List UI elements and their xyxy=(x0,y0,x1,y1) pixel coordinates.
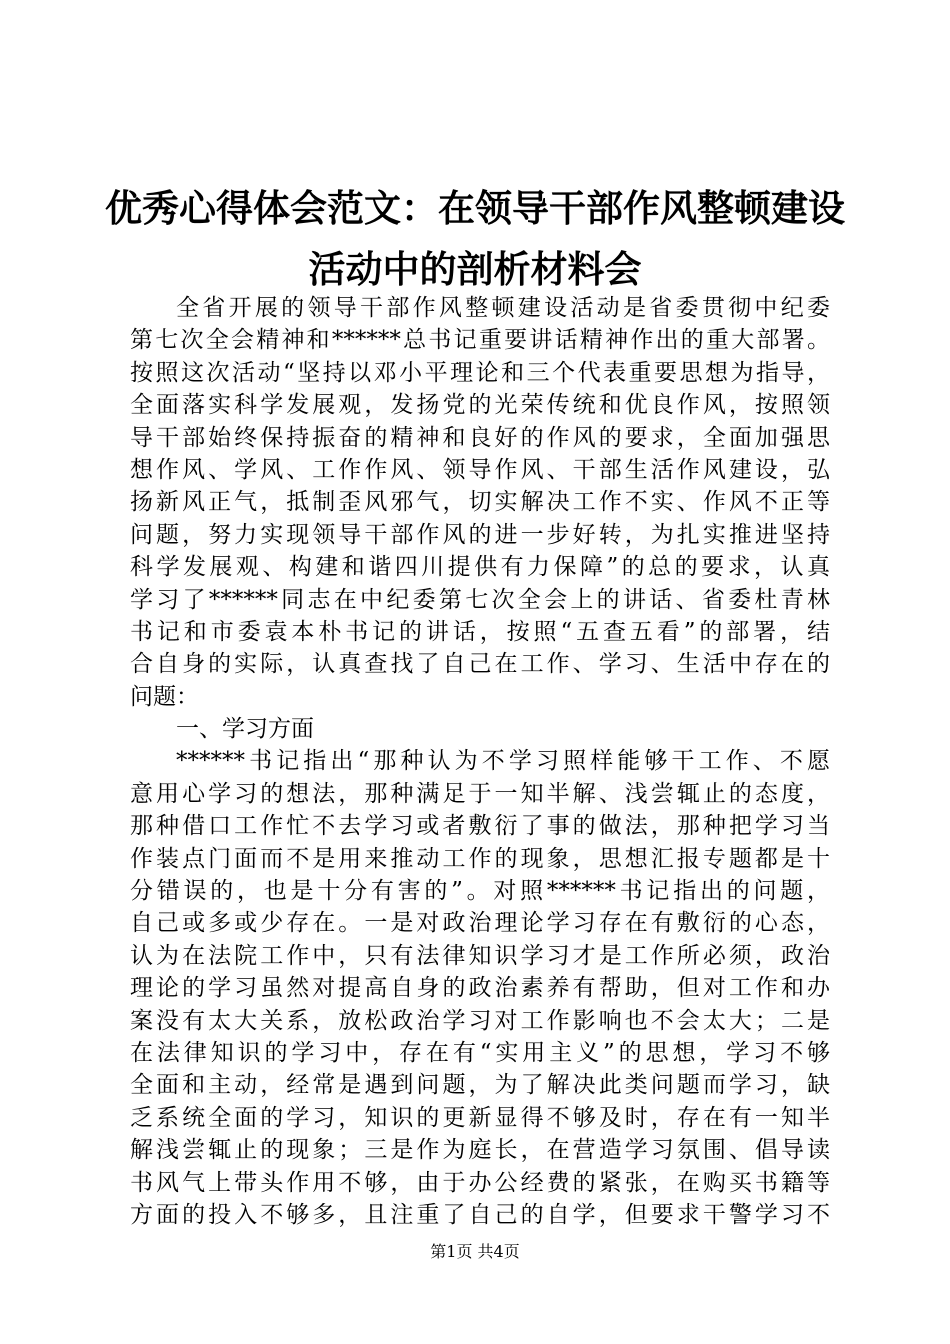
document-title-line-1: 优秀心得体会范文：在领导干部作风整顿建设 xyxy=(105,187,845,230)
document-title-line-2: 活动中的剖析材料会 xyxy=(308,248,642,291)
body-line: 案没有太大关系，放松政治学习对工作影响也不会太大；二是 xyxy=(130,1007,830,1034)
body-line: 解浅尝辄止的现象；三是作为庭长，在营造学习氛围、倡导读 xyxy=(130,1137,830,1164)
body-line: 作装点门面而不是用来推动工作的现象，思想汇报专题都是十 xyxy=(130,845,830,872)
body-line: 学习了******同志在中纪委第七次全会上的讲话、省委杜青林 xyxy=(130,586,830,613)
section-heading: 一、学习方面 xyxy=(176,716,314,743)
body-line: ******书记指出“那种认为不学习照样能够干工作、不愿 xyxy=(176,748,830,775)
body-line: 意用心学习的想法，那种满足于一知半解、浅尝辄止的态度， xyxy=(130,780,830,807)
body-line: 在法律知识的学习中，存在有“实用主义”的思想，学习不够 xyxy=(130,1039,830,1066)
body-line: 自己或多或少存在。一是对政治理论学习存在有敷衍的心态， xyxy=(130,910,830,937)
body-line: 全面落实科学发展观，发扬党的光荣传统和优良作风，按照领 xyxy=(130,392,830,419)
body-line: 合自身的实际，认真查找了自己在工作、学习、生活中存在的 xyxy=(130,651,830,678)
body-line: 那种借口工作忙不去学习或者敷衍了事的做法，那种把学习当 xyxy=(130,813,830,840)
body-line: 问题： xyxy=(130,683,199,710)
body-line: 问题，努力实现领导干部作风的进一步好转，为扎实推进坚持 xyxy=(130,521,830,548)
body-line: 导干部始终保持振奋的精神和良好的作风的要求，全面加强思 xyxy=(130,424,830,451)
body-line: 按照这次活动“坚持以邓小平理论和三个代表重要思想为指导， xyxy=(130,359,830,386)
body-line: 理论的学习虽然对提高自身的政治素养有帮助，但对工作和办 xyxy=(130,975,830,1002)
body-line: 书记和市委袁本朴书记的讲话，按照“五查五看”的部署，结 xyxy=(130,618,830,645)
body-line: 分错误的，也是十分有害的”。对照******书记指出的问题， xyxy=(130,878,830,905)
body-line: 扬新风正气，抵制歪风邪气，切实解决工作不实、作风不正等 xyxy=(130,489,830,516)
body-line: 全面和主动，经常是遇到问题，为了解决此类问题而学习，缺 xyxy=(130,1072,830,1099)
body-line: 乏系统全面的学习，知识的更新显得不够及时，存在有一知半 xyxy=(130,1104,830,1131)
document-body xyxy=(130,292,830,1231)
body-line: 第七次全会精神和******总书记重要讲话精神作出的重大部署。 xyxy=(130,327,830,354)
body-line: 方面的投入不够多，且注重了自己的自学，但要求干警学习不 xyxy=(130,1201,830,1228)
body-line: 全省开展的领导干部作风整顿建设活动是省委贯彻中纪委 xyxy=(176,295,830,321)
body-line: 科学发展观、构建和谐四川提供有力保障”的总的要求，认真 xyxy=(130,554,830,581)
body-line: 认为在法院工作中，只有法律知识学习才是工作所必须，政治 xyxy=(130,942,830,969)
page-footer: 第1页 共4页 xyxy=(430,1242,520,1261)
body-line: 想作风、学风、工作作风、领导作风、干部生活作风建设，弘 xyxy=(130,456,830,483)
body-line: 书风气上带头作用不够，由于办公经费的紧张，在购买书籍等 xyxy=(130,1169,830,1196)
